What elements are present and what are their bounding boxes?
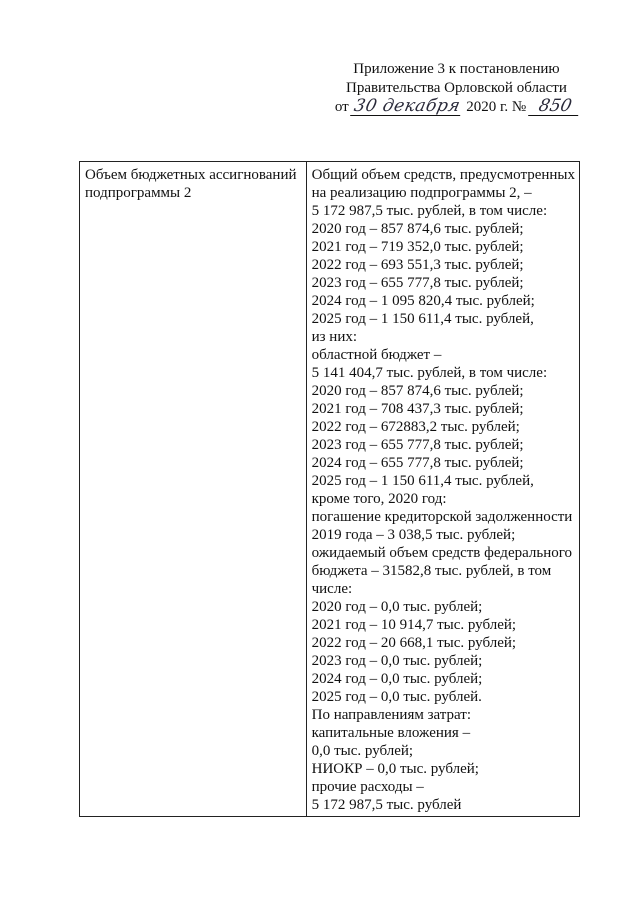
right-line: 5 141 404,7 тыс. рублей, в том числе: [311,365,548,381]
right-line: 2023 год – 0,0 тыс. рублей; [311,653,483,669]
right-line: 2021 год – 719 352,0 тыс. рублей; [311,239,524,255]
right-line: числе: [311,581,353,597]
right-line: 2020 год – 0,0 тыс. рублей; [311,599,483,615]
right-line: 2023 год – 655 777,8 тыс. рублей; [311,275,524,291]
table-row [80,162,580,817]
right-line: 2021 год – 708 437,3 тыс. рублей; [311,401,524,417]
right-line: 2024 год – 1 095 820,4 тыс. рублей; [311,293,535,309]
right-line: на реализацию подпрограммы 2, – [311,185,532,201]
right-line: 5 172 987,5 тыс. рублей [311,797,462,813]
right-line: НИОКР – 0,0 тыс. рублей; [311,761,479,777]
right-line: 2025 год – 0,0 тыс. рублей. [311,689,482,705]
budget-table [79,161,580,817]
right-line: кроме того, 2020 год: [311,491,447,507]
appendix-date-line [333,98,580,117]
right-line: Общий объем средств, предусмотренных [311,167,575,183]
handwritten-date: 30 декабря [351,98,465,116]
right-line: погашение кредиторской задолженности [311,509,573,525]
right-line: 2020 год – 857 874,6 тыс. рублей; [311,383,524,399]
appendix-issuer: Правительства Орловской области [345,80,567,96]
right-line: ожидаемый объем средств федерального [311,545,573,561]
date-prefix: от [334,99,349,115]
right-line: капитальные вложения – [311,725,471,741]
handwritten-number: 850 [528,98,582,116]
right-line: прочие расходы – [311,779,424,795]
right-line: 2023 год – 655 777,8 тыс. рублей; [311,437,524,453]
right-line: из них: [311,329,358,345]
right-line: 2025 год – 1 150 611,4 тыс. рублей, [311,473,534,489]
right-line: областной бюджет – [311,347,442,363]
left-cell: Объем бюджетных ассигнований подпрограммы 2 [80,162,307,817]
right-line: 5 172 987,5 тыс. рублей, в том числе: [311,203,548,219]
right-line: 2021 год – 10 914,7 тыс. рублей; [311,617,517,633]
right-line: 2019 года – 3 038,5 тыс. рублей; [311,527,516,543]
right-cell [306,162,579,817]
right-line: 2022 год – 20 668,1 тыс. рублей; [311,635,517,651]
right-line: 2025 год – 1 150 611,4 тыс. рублей, [311,311,534,327]
right-line: бюджета – 31582,8 тыс. рублей, в том [311,563,552,579]
right-line: 2020 год – 857 874,6 тыс. рублей; [311,221,524,237]
year-number-label: 2020 г. № [466,99,527,115]
right-line: 0,0 тыс. рублей; [311,743,414,759]
right-line: По направлениям затрат: [311,707,472,723]
right-line: 2024 год – 655 777,8 тыс. рублей; [311,455,524,471]
appendix-title: Приложение 3 к постановлению [353,61,560,77]
appendix-header [333,60,580,117]
right-line: 2022 год – 693 551,3 тыс. рублей; [311,257,524,273]
right-line: 2024 год – 0,0 тыс. рублей; [311,671,483,687]
right-line: 2022 год – 672883,2 тыс. рублей; [311,419,520,435]
